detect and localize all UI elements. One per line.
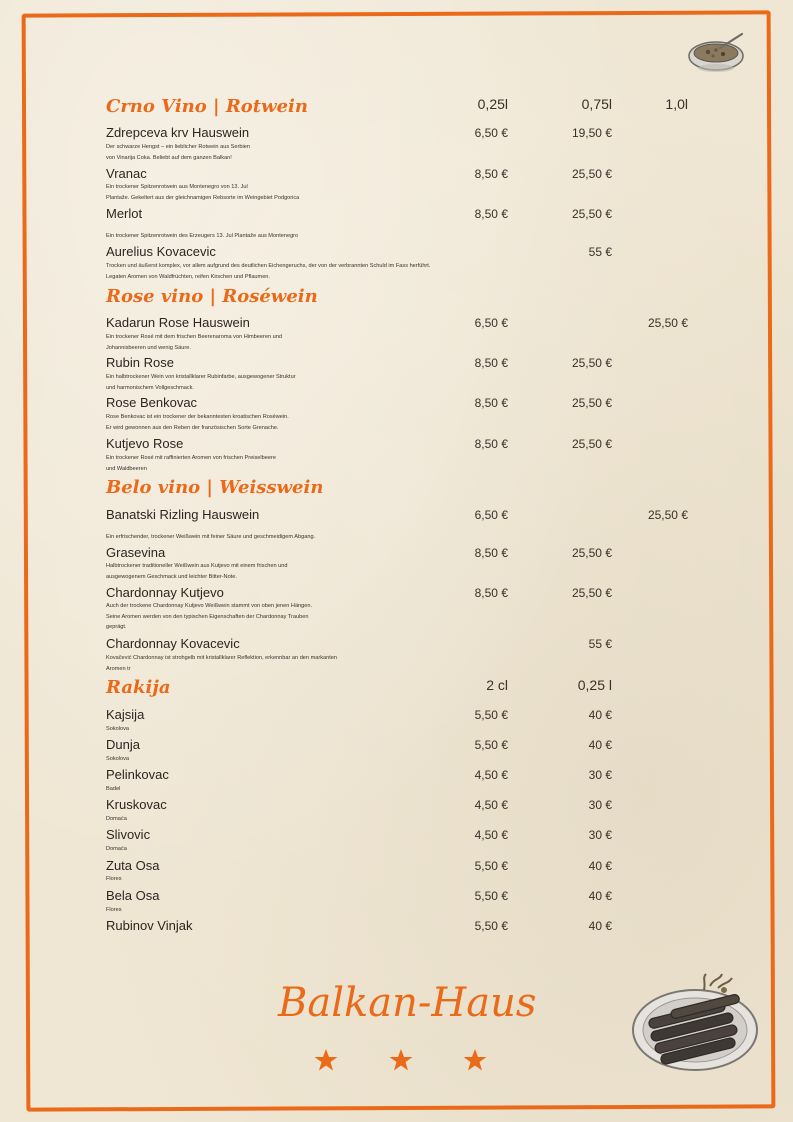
menu-item-producer: Badel: [106, 786, 121, 792]
price-075l: 55 €: [588, 637, 612, 651]
menu-item-description: Ein trockener Rosé mit dem frischen Beerenaroma von Himbeeren und Johannisbeeren und wenig Säure.: [106, 334, 282, 351]
column-header-025l: 0,25 l: [577, 677, 612, 693]
price-025l: 30 €: [588, 768, 612, 782]
price-075l: 25,50 €: [571, 546, 612, 560]
menu-item-producer: Sokolova: [106, 756, 130, 762]
column-header-025l: 0,25l: [477, 96, 508, 112]
price-025l: 30 €: [588, 798, 612, 812]
price-025l: 8,50 €: [474, 167, 508, 181]
menu-item-description: Kovačević Chardonnay ist strohgelb mit kristallklarer Reflektion, erkennbar an den markanten Aromen tr: [106, 655, 338, 672]
price-025l: 40 €: [588, 708, 612, 722]
price-075l: 25,50 €: [571, 437, 612, 451]
menu-item-producer: Flores: [106, 876, 122, 882]
menu-item-name: Zuta Osa: [106, 858, 160, 873]
price-025l: 6,50 €: [474, 508, 508, 522]
price-075l: 25,50 €: [571, 396, 612, 410]
price-025l: 8,50 €: [474, 356, 508, 370]
menu-item-producer: Sokolova: [106, 726, 130, 732]
menu-item-name: Grasevina: [106, 545, 166, 560]
price-025l: 40 €: [588, 889, 612, 903]
menu-item-name: Kajsija: [106, 707, 145, 722]
menu-item-description: Halbtrockener traditioneller Weißwein aus Kutjevo mit einem frischen und ausgewogenem Geschmack und leichter Bitter-Note.: [106, 563, 288, 580]
price-1l: 25,50 €: [647, 316, 688, 330]
menu-item-description: Ein trockener Rosé mit raffinierten Aromen von frischen Preiselbeere und Waldbeeren: [106, 455, 276, 472]
menu-item-description: Auch der trockene Chardonnay Kutjevo Weißwein stammt von oben jenen Hängen. Seine Aromen werden von den typischen Eigenschaften der Chardonnay Trauben geprägt.: [106, 603, 313, 630]
menu-item-name: Banatski Rizling Hauswein: [106, 507, 260, 522]
menu-item-description: Rose Benkovac ist ein trockener der bekanntesten kroatischen Roséwein. Er wird gewonnen aus den Reben der französischen Sorte Grenache.: [106, 414, 289, 431]
menu-item-producer: Domaća: [106, 846, 127, 852]
price-2cl: 4,50 €: [474, 768, 508, 782]
price-025l: 6,50 €: [474, 316, 508, 330]
price-025l: 8,50 €: [474, 586, 508, 600]
menu-item-description: Ein halbtrockener Wein von kristallklarer Rubinfarbe, ausgewogener Struktur und harmonischem Vollgeschmack.: [106, 374, 296, 391]
menu-item-name: Rose Benkovac: [106, 395, 198, 410]
menu-item-description: Trocken und äußerst komplex, vor allem aufgrund des deutlichen Eichengeruchs, der von der verbrannten Schuld im Fass herführt. Legaten Aromen von Waldfrüchten, reifen Kirschen und Pflaumen.: [106, 263, 431, 280]
price-025l: 8,50 €: [474, 396, 508, 410]
price-2cl: 5,50 €: [474, 889, 508, 903]
price-025l: 8,50 €: [474, 546, 508, 560]
menu-item-name: Merlot: [106, 206, 143, 221]
menu-item-name: Pelinkovac: [106, 767, 169, 782]
menu-item-description: Ein trockener Spitzenrotwein aus Montenegro von 13. Jul Plantaže. Gekeltert aus der gleichnamigen Rebsorte im Weingebiet Podgorica: [106, 184, 300, 201]
menu-item-name: Dunja: [106, 737, 140, 752]
menu-item-name: Aurelius Kovacevic: [106, 244, 216, 259]
price-025l: 40 €: [588, 738, 612, 752]
star-icon: [314, 1048, 338, 1072]
price-2cl: 4,50 €: [474, 828, 508, 842]
price-075l: 25,50 €: [571, 586, 612, 600]
menu-item-name: Chardonnay Kutjevo: [106, 585, 224, 600]
price-1l: 25,50 €: [647, 508, 688, 522]
price-2cl: 5,50 €: [474, 738, 508, 752]
grilled-sausages-plate-icon: [630, 972, 760, 1084]
section-title-red-wine: Crno Vino | Rotwein: [106, 96, 308, 117]
column-header-1l: 1,0l: [665, 96, 688, 112]
menu-item-description: Ein trockener Spitzenrotwein des Erzeugers 13. Jul Plantaže aus Montenegro: [106, 233, 299, 239]
price-075l: 25,50 €: [571, 356, 612, 370]
menu-item-name: Zdrepceva krv Hauswein: [106, 125, 250, 140]
column-header-2cl: 2 cl: [486, 677, 508, 693]
price-025l: 30 €: [588, 828, 612, 842]
menu-item-name: Kadarun Rose Hauswein: [106, 315, 250, 330]
price-025l: 40 €: [588, 919, 612, 933]
soup-bowl-icon: [686, 30, 748, 78]
menu-item-producer: Domaća: [106, 816, 127, 822]
menu-item-producer: Flores: [106, 907, 122, 913]
price-025l: 6,50 €: [474, 126, 508, 140]
price-075l: 25,50 €: [571, 207, 612, 221]
price-025l: 40 €: [588, 859, 612, 873]
brand-logo: Balkan-Haus: [278, 980, 537, 1026]
menu-item-description: Ein erfrischender, trockener Weißwein mit feiner Säure und geschmeidigem Abgang.: [106, 534, 316, 540]
price-2cl: 5,50 €: [474, 919, 508, 933]
menu-item-name: Bela Osa: [106, 888, 160, 903]
column-header-075l: 0,75l: [581, 96, 612, 112]
price-075l: 19,50 €: [571, 126, 612, 140]
menu-item-name: Chardonnay Kovacevic: [106, 636, 240, 651]
menu-item-name: Rubinov Vinjak: [106, 918, 193, 933]
section-title-white-wine: Belo vino | Weisswein: [106, 477, 324, 498]
price-2cl: 5,50 €: [474, 859, 508, 873]
menu-item-name: Kruskovac: [106, 797, 167, 812]
star-icon: [463, 1048, 487, 1072]
section-title-rose-wine: Rose vino | Roséwein: [106, 286, 318, 307]
price-025l: 8,50 €: [474, 437, 508, 451]
price-025l: 8,50 €: [474, 207, 508, 221]
menu-item-name: Kutjevo Rose: [106, 436, 184, 451]
price-2cl: 5,50 €: [474, 708, 508, 722]
star-icon: [389, 1048, 413, 1072]
price-2cl: 4,50 €: [474, 798, 508, 812]
price-075l: 25,50 €: [571, 167, 612, 181]
price-075l: 55 €: [588, 245, 612, 259]
menu-item-name: Rubin Rose: [106, 355, 174, 370]
menu-item-description: Der schwarze Hengst – ein lieblicher Rotwein aus Serbien von Vinarija Coka. Beliebt auf dem ganzen Balkan!: [106, 144, 250, 161]
section-title-rakija: Rakija: [106, 677, 171, 698]
menu-item-name: Slivovic: [106, 827, 151, 842]
menu-item-name: Vranac: [106, 166, 147, 181]
